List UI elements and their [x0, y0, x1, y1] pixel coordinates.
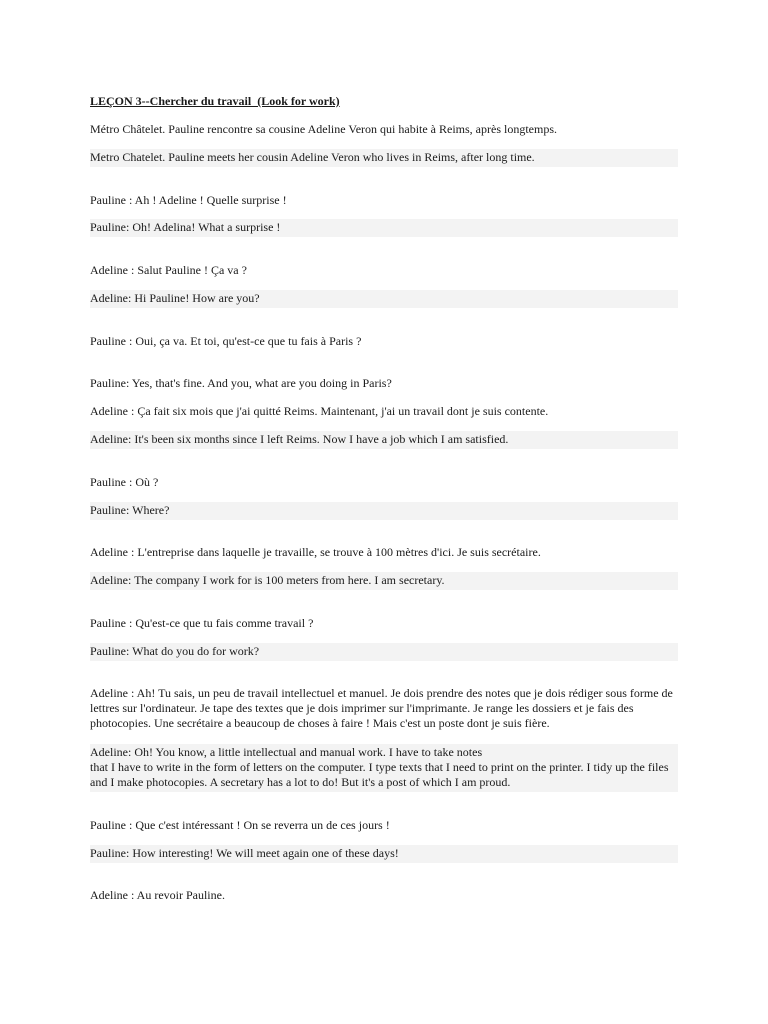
- dialogue-french-7: Pauline : Qu'est-ce que tu fais comme travail ?: [90, 616, 314, 630]
- dialogue-english-9: Pauline: How interesting! We will meet again one of these days!: [90, 845, 678, 863]
- lesson-title: LEÇON 3--Chercher du travail (Look for work): [90, 94, 340, 108]
- dialogue-english-6: Adeline: The company I work for is 100 meters from here. I am secretary.: [90, 572, 678, 590]
- dialogue-french-4: Adeline : Ça fait six mois que j'ai quitté Reims. Maintenant, j'ai un travail dont je suis contente.: [90, 404, 549, 418]
- dialogue-english-4: Adeline: It's been six months since I left Reims. Now I have a job which I am satisfied.: [90, 431, 678, 449]
- intro-french: Métro Châtelet. Pauline rencontre sa cousine Adeline Veron qui habite à Reims, après longtemps.: [90, 122, 557, 136]
- dialogue-french-3: Pauline : Oui, ça va. Et toi, qu'est-ce que tu fais à Paris ?: [90, 334, 362, 348]
- dialogue-french-2: Adeline : Salut Pauline ! Ça va ?: [90, 263, 247, 277]
- dialogue-french-1: Pauline : Ah ! Adeline ! Quelle surprise !: [90, 193, 287, 207]
- dialogue-french-10: Adeline : Au revoir Pauline.: [90, 888, 225, 902]
- dialogue-french-6: Adeline : L'entreprise dans laquelle je travaille, se trouve à 100 mètres d'ici. Je suis secrétaire.: [90, 545, 541, 559]
- dialogue-english-5: Pauline: Where?: [90, 502, 678, 520]
- dialogue-english-3: Pauline: Yes, that's fine. And you, what are you doing in Paris?: [90, 376, 392, 390]
- dialogue-english-7: Pauline: What do you do for work?: [90, 643, 678, 661]
- dialogue-english-2: Adeline: Hi Pauline! How are you?: [90, 290, 678, 308]
- dialogue-english-8: Adeline: Oh! You know, a little intellectual and manual work. I have to take notes that I have to write in the form of letters on the computer. I type texts that I need to print on the printer. I tidy up the files and I make photocopies. A secretary has a lot to do! But it's a post of which I am proud.: [90, 744, 678, 792]
- dialogue-french-9: Pauline : Que c'est intéressant ! On se reverra un de ces jours !: [90, 818, 390, 832]
- dialogue-english-1: Pauline: Oh! Adelina! What a surprise !: [90, 219, 678, 237]
- dialogue-french-8: Adeline : Ah! Tu sais, un peu de travail intellectuel et manuel. Je dois prendre des notes que je dois rédiger sous forme de lettres sur l'ordinateur. Je tape des textes que je dois imprimer sur l'imprimante. Je range les dossiers et je fais des photocopies. Une secrétaire a beaucoup de choses à faire ! Mais c'est un poste dont je suis fière.: [90, 686, 676, 731]
- dialogue-french-5: Pauline : Où ?: [90, 475, 159, 489]
- intro-english: Metro Chatelet. Pauline meets her cousin Adeline Veron who lives in Reims, after long time.: [90, 149, 678, 167]
